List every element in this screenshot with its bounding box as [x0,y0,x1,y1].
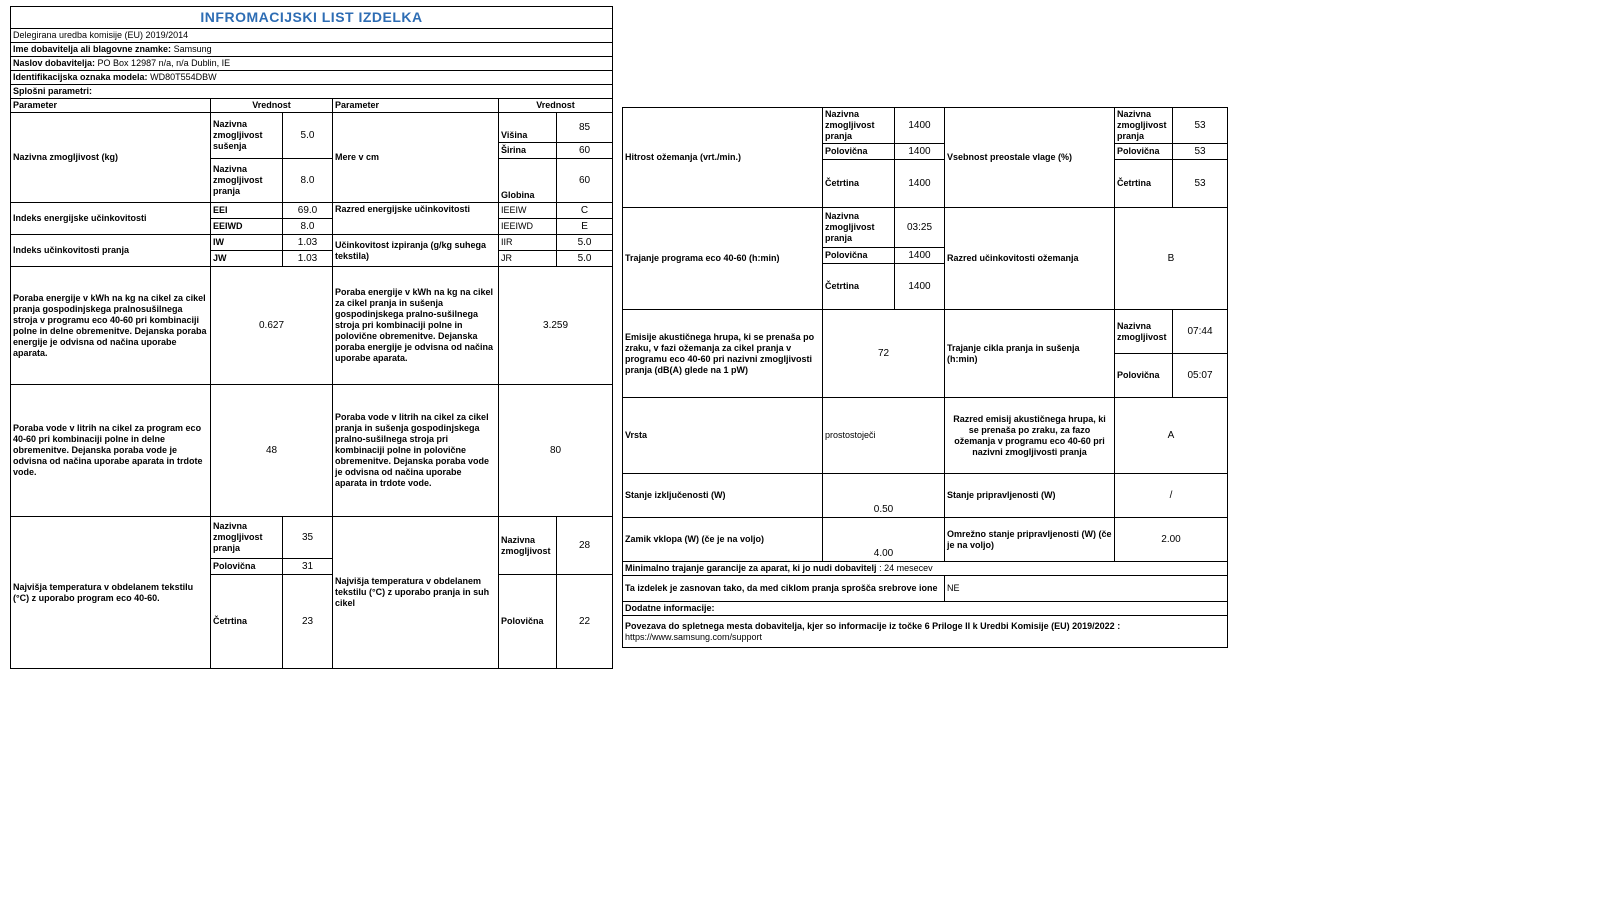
col-parameter: Parameter [11,99,211,113]
temp-wd-cap-value: 28 [557,517,613,575]
temp-cap-label: Nazivna zmogljivost pranja [211,517,283,559]
standby-value: / [1115,474,1228,518]
temp-half-label: Polovična [211,559,283,575]
duration-cap-value: 03:25 [895,208,945,248]
moisture-cap-label: Nazivna zmogljivost pranja [1115,108,1173,144]
product-sheet-left [10,6,613,669]
address-row: Naslov dobavitelja: PO Box 12987 n/a, n/a Dublin, IE [11,57,613,71]
ieeiw-key: IEEIW [499,203,557,219]
wd-duration-label: Trajanje cikla pranja in sušenja (h:min) [945,310,1115,398]
silver-ions-label: Ta izdelek je zasnovan tako, da med ciklom pranja sprošča srebrove ione [623,576,945,602]
supplier-link-row: Povezava do spletnega mesta dobavitelja, kjer so informacije iz točke 6 Priloge II k Uredbi Komisije (EU) 2019/2022 : https://www.samsung.com/support [623,616,1228,648]
ieeiwd-key: IEEIWD [499,219,557,235]
warranty-row: Minimalno trajanje garancije za aparat, ki jo nudi dobavitelj : 24 mesecev [623,562,1228,576]
type-label: Vrsta [623,398,823,474]
col-value-2: Vrednost [499,99,613,113]
noise-class-value: A [1115,398,1228,474]
wash-index-label: Indeks učinkovitosti pranja [11,235,211,267]
jr-value: 5.0 [557,251,613,267]
moisture-half-value: 53 [1173,144,1228,160]
jw-value: 1.03 [283,251,333,267]
moisture-quarter-label: Četrtina [1115,160,1173,208]
temp-quarter-label: Četrtina [211,575,283,669]
noise-value: 72 [823,310,945,398]
eei-key: EEI [211,203,283,219]
iir-value: 5.0 [557,235,613,251]
noise-label: Emisije akustičnega hrupa, ki se prenaša po zraku, v fazi ožemanja za cikel pranja v programu eco 40-60 pri nazivni zmogljivosti pranja (dB(A) glede na 1 pW) [623,310,823,398]
supplier-link[interactable]: https://www.samsung.com/support [625,631,763,642]
duration-quarter-value: 1400 [895,264,945,310]
eei-value: 69.0 [283,203,333,219]
col-parameter-2: Parameter [333,99,499,113]
capacity-wash-value: 8.0 [283,159,333,203]
temp-quarter-value: 23 [283,575,333,669]
spin-cap-label: Nazivna zmogljivost pranja [823,108,895,144]
eei-label: Indeks energijske učinkovitosti [11,203,211,235]
ieeiwd-value: E [557,219,613,235]
network-standby-value: 2.00 [1115,518,1228,562]
network-standby-label: Omrežno stanje pripravljenosti (W) (če je na voljo) [945,518,1115,562]
depth-label: Globina [499,159,557,203]
energy-wash-value: 0.627 [211,267,333,385]
iw-value: 1.03 [283,235,333,251]
moisture-label: Vsebnost preostale vlage (%) [945,108,1115,208]
model-row: Identifikacijska oznaka modela: WD80T554DBW [11,71,613,85]
moisture-half-label: Polovična [1115,144,1173,160]
capacity-dry-value: 5.0 [283,113,333,159]
wd-duration-half-value: 05:07 [1173,354,1228,398]
height-value: 85 [557,113,613,143]
water-wd-value: 80 [499,385,613,517]
jw-key: JW [211,251,283,267]
spin-quarter-label: Četrtina [823,160,895,208]
spin-half-value: 1400 [895,144,945,160]
duration-quarter-label: Četrtina [823,264,895,310]
noise-class-label: Razred emisij akustičnega hrupa, ki se prenaša po zraku, za fazo ožemanja v programu eco 40-60 pri nazivni zmogljivosti pranja [945,398,1115,474]
standby-label: Stanje pripravljenosti (W) [945,474,1115,518]
off-mode-value: 0.50 [823,474,945,518]
dims-label: Mere v cm [333,113,499,203]
temp-cap-value: 35 [283,517,333,559]
spin-class-label: Razred učinkovitosti ožemanja [945,208,1115,310]
depth-value: 60 [557,159,613,203]
moisture-cap-value: 53 [1173,108,1228,144]
width-value: 60 [557,143,613,159]
general-params: Splošni parametri: [11,85,613,99]
silver-ions-value: NE [945,576,1228,602]
water-wash-value: 48 [211,385,333,517]
eclass-label: Razred energijske učinkovitosti [333,203,499,235]
wd-duration-half-label: Polovična [1115,354,1173,398]
temp-wd-label: Najvišja temperatura v obdelanem tekstilu (°C) z uporabo pranja in suh cikel [333,517,499,669]
type-value: prostostoječi [823,398,945,474]
eeiwd-key: EEIWD [211,219,283,235]
capacity-wash-label: Nazivna zmogljivost pranja [211,159,283,203]
jr-key: JR [499,251,557,267]
rinse-label: Učinkovitost izpiranja (g/kg suhega tekstila) [333,235,499,267]
col-value: Vrednost [211,99,333,113]
iir-key: IIR [499,235,557,251]
spin-cap-value: 1400 [895,108,945,144]
spin-class-value: B [1115,208,1228,310]
iw-key: IW [211,235,283,251]
water-wash-label: Poraba vode v litrih na cikel za program eco 40-60 pri kombinaciji polne in delne obremenitve. Dejanska poraba vode je odvisna od načina uporabe aparata in trdote vode. [11,385,211,517]
duration-half-value: 1400 [895,248,945,264]
duration-half-label: Polovična [823,248,895,264]
off-mode-label: Stanje izključenosti (W) [623,474,823,518]
water-wd-label: Poraba vode v litrih na cikel za cikel pranja in sušenja gospodinjskega pralno-sušilnega stroja pri kombinaciji polne in polovične obremenitve. Dejanska poraba vode je odvisna od načina uporabe aparata in trdote vode. [333,385,499,517]
delay-start-label: Zamik vklopa (W) (če je na voljo) [623,518,823,562]
regulation: Delegirana uredba komisije (EU) 2019/2014 [11,29,613,43]
duration-label: Trajanje programa eco 40-60 (h:min) [623,208,823,310]
energy-wd-value: 3.259 [499,267,613,385]
temp-half-value: 31 [283,559,333,575]
moisture-quarter-value: 53 [1173,160,1228,208]
temp-wd-half-label: Polovična [499,575,557,669]
ieeiw-value: C [557,203,613,219]
sheet-title: INFROMACIJSKI LIST IZDELKA [11,7,613,29]
eeiwd-value: 8.0 [283,219,333,235]
width-label: Širina [499,143,557,159]
delay-start-value: 4.00 [823,518,945,562]
energy-wash-label: Poraba energije v kWh na kg na cikel za cikel pranja gospodinjskega pralnosušilnega stroja v programu eco 40-60 pri kombinaciji polne in delne obremenitve. Dejanska poraba energije je odvisna od načina uporabe aparata. [11,267,211,385]
spin-label: Hitrost ožemanja (vrt./min.) [623,108,823,208]
temp-wd-cap-label: Nazivna zmogljivost [499,517,557,575]
supplier-row: Ime dobavitelja ali blagovne znamke: Samsung [11,43,613,57]
temp-wd-half-value: 22 [557,575,613,669]
duration-cap-label: Nazivna zmogljivost pranja [823,208,895,248]
temp-wash-label: Najvišja temperatura v obdelanem tekstilu (°C) z uporabo program eco 40-60. [11,517,211,669]
spin-quarter-value: 1400 [895,160,945,208]
capacity-dry-label: Nazivna zmogljivost sušenja [211,113,283,159]
wd-duration-cap-label: Nazivna zmogljivost [1115,310,1173,354]
wd-duration-cap-value: 07:44 [1173,310,1228,354]
product-sheet-right [622,107,1228,648]
additional-info: Dodatne informacije: [623,602,1228,616]
spin-half-label: Polovična [823,144,895,160]
energy-wd-label: Poraba energije v kWh na kg na cikel za cikel pranja in sušenja gospodinjskega pralno-sušilnega stroja pri kombinaciji polne in polovične obremenitve. Dejanska poraba energije je odvisna od načina uporabe aparata. [333,267,499,385]
height-label: Višina [499,113,557,143]
capacity-label: Nazivna zmogljivost (kg) [11,113,211,203]
